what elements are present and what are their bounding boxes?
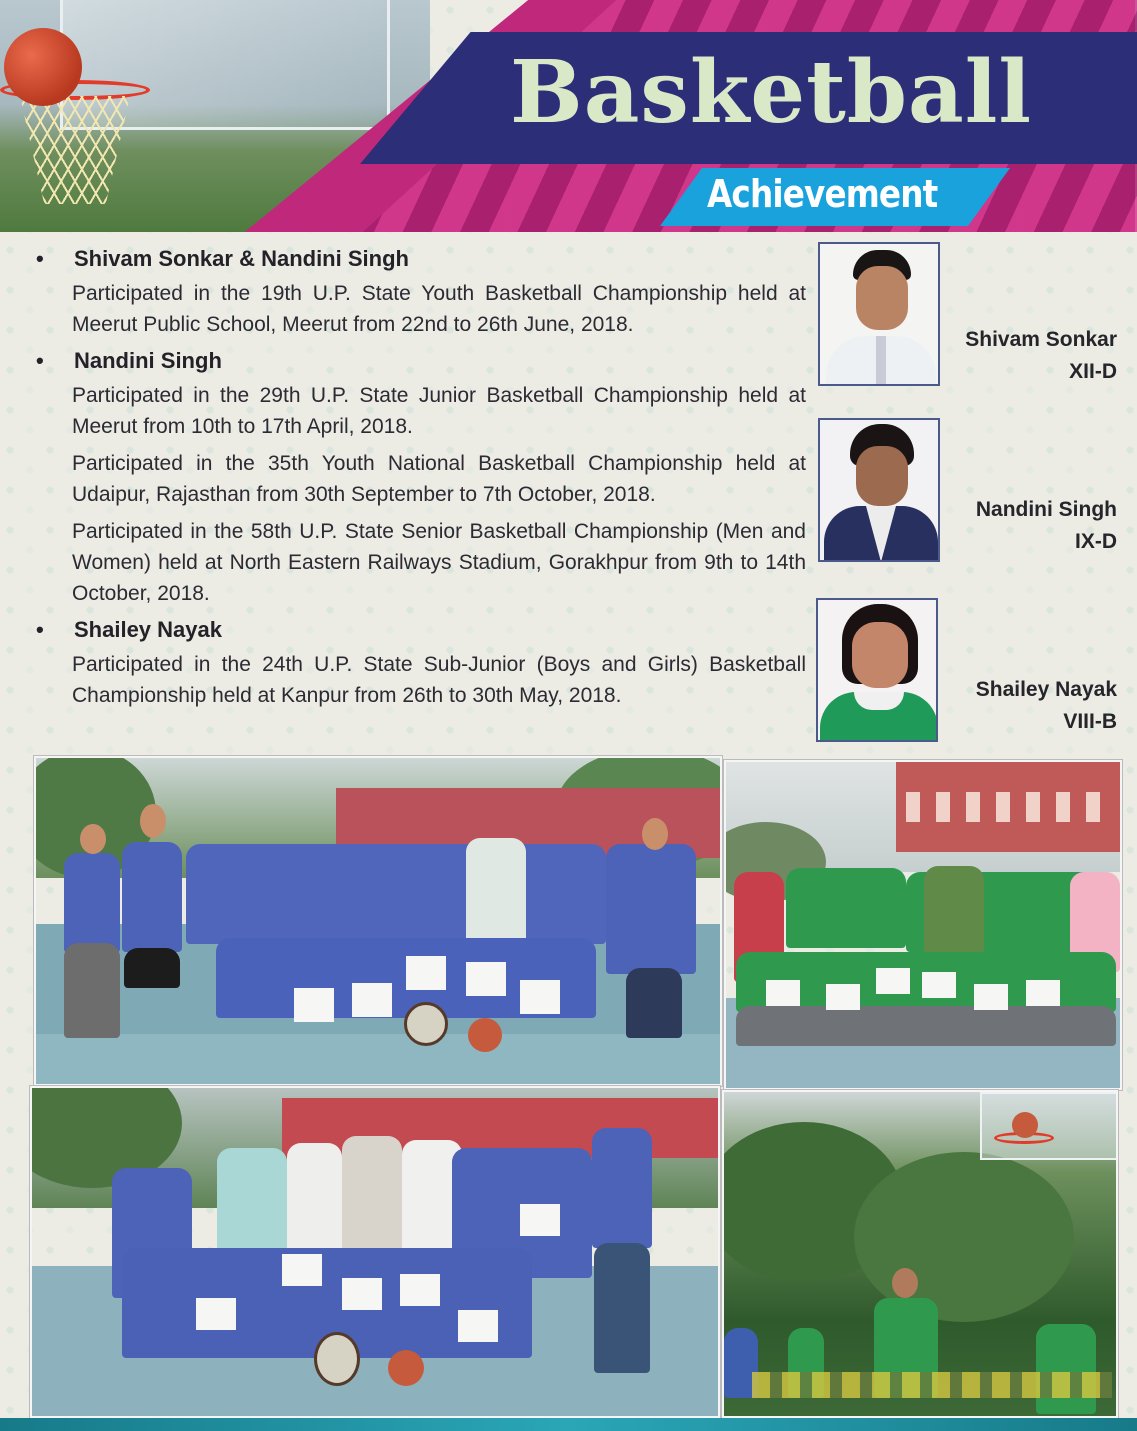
footer-bar bbox=[0, 1418, 1137, 1431]
achievement-block-2 bbox=[36, 348, 806, 609]
page-subtitle: Achievement bbox=[707, 172, 938, 216]
page-title: Basketball bbox=[510, 42, 1033, 143]
achievement-text: Participated in the 35th Youth National Basketball Championship held at Udaipur, Rajasthan from 30th September to 7th October, 2018. bbox=[72, 452, 806, 506]
game-action-photo bbox=[722, 1090, 1118, 1418]
bullet-icon: • bbox=[36, 246, 44, 271]
achievement-text: Participated in the 58th U.P. State Senior Basketball Championship (Men and Women) held at North Eastern Railways Stadium, Gorakhpur from 9th to 14th October, 2018. bbox=[72, 520, 806, 605]
achievement-text: Participated in the 19th U.P. State Youth Basketball Championship held at Meerut Public School, Meerut from 22nd to 26th June, 2018. bbox=[72, 282, 806, 336]
achievement-block-3 bbox=[36, 617, 806, 711]
portrait-shailey-nayak bbox=[816, 598, 938, 742]
achievement-name: Shailey Nayak bbox=[74, 617, 222, 642]
bullet-icon: • bbox=[36, 348, 44, 373]
basketball-icon bbox=[4, 28, 82, 106]
portrait-nandini-singh bbox=[818, 418, 940, 562]
portrait-shivam-sonkar bbox=[818, 242, 940, 386]
portrait-caption-2: Nandini Singh IX-D bbox=[975, 498, 1117, 553]
achievement-text: Participated in the 24th U.P. State Sub-Junior (Boys and Girls) Basketball Championship held at Kanpur from 26th to 30th May, 2018. bbox=[72, 653, 806, 707]
portrait-caption-1: Shivam Sonkar XII-D bbox=[965, 328, 1117, 383]
team-photo-green-jerseys bbox=[724, 760, 1122, 1090]
achievement-name: Shivam Sonkar & Nandini Singh bbox=[74, 246, 409, 271]
team-photo-blue-jerseys bbox=[34, 756, 722, 1086]
achievement-text: Participated in the 29th U.P. State Junior Basketball Championship held at Meerut from 10th to 17th April, 2018. bbox=[72, 384, 806, 438]
team-photo-with-coaches bbox=[30, 1086, 720, 1418]
achievement-block-1 bbox=[36, 246, 806, 340]
portrait-caption-3: Shailey Nayak VIII-B bbox=[975, 678, 1117, 733]
bullet-icon: • bbox=[36, 617, 44, 642]
achievement-name: Nandini Singh bbox=[74, 348, 222, 373]
header-banner bbox=[0, 0, 1137, 232]
hoop-net bbox=[20, 96, 130, 204]
